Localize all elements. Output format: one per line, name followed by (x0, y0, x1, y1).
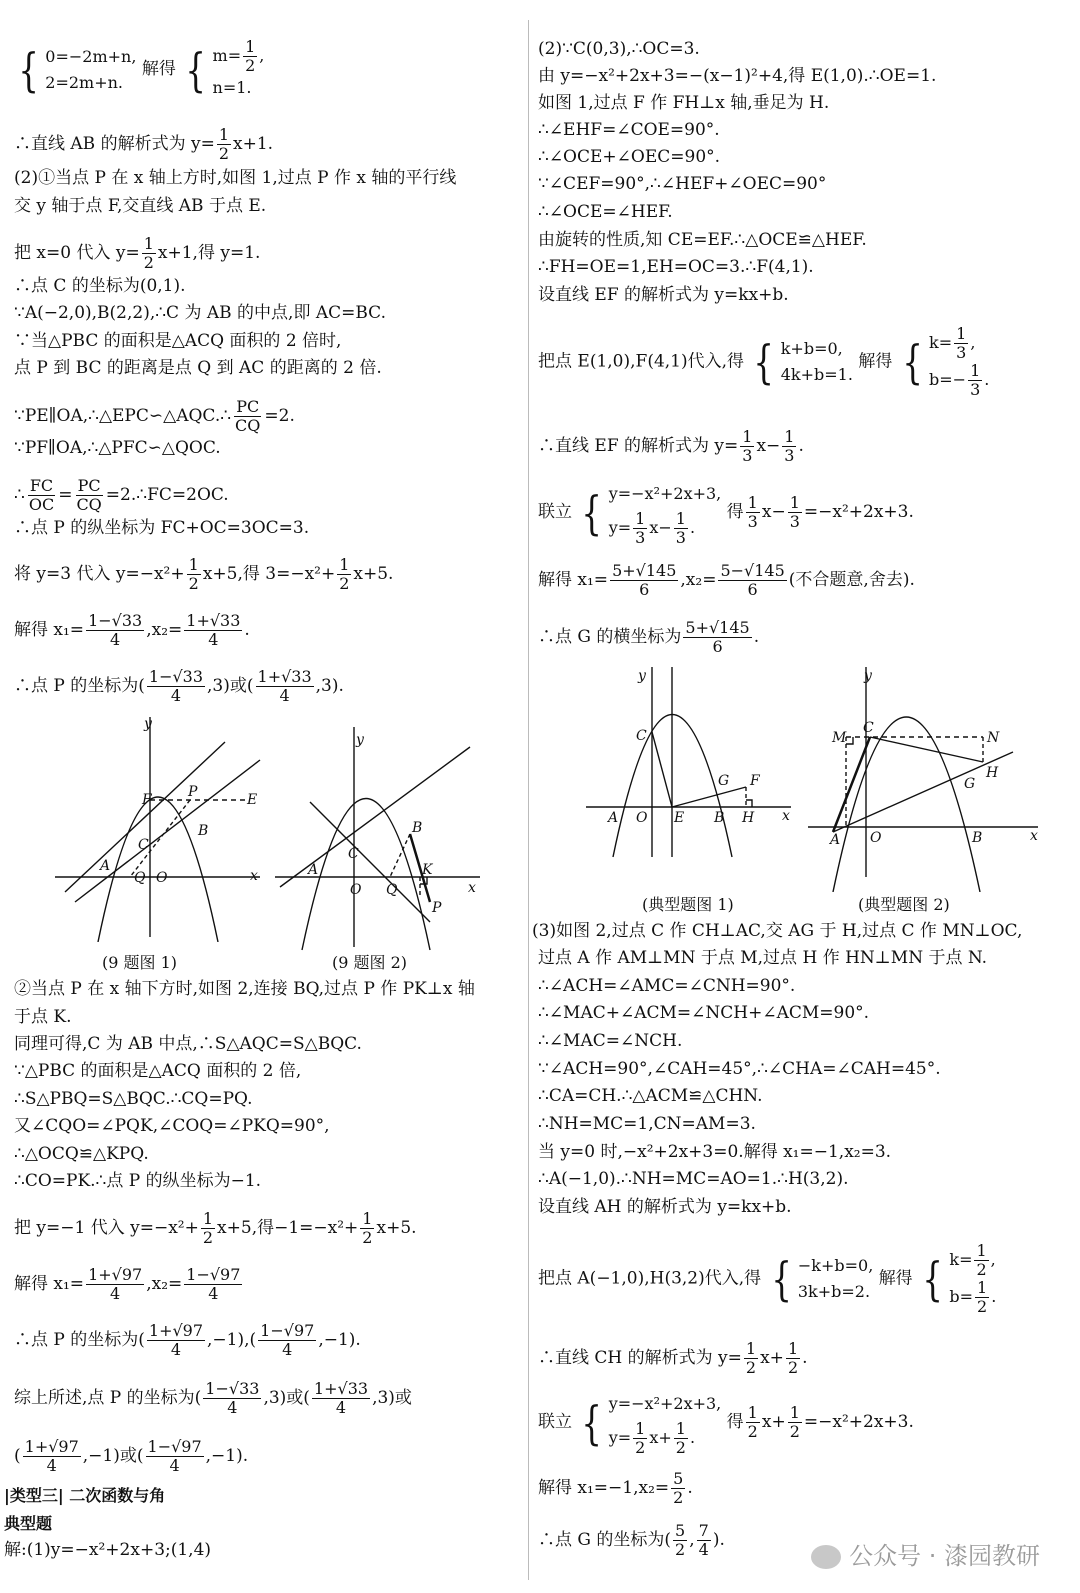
label-e: E (674, 810, 685, 826)
text-line: ( $\frac{1+√97}{4}$ ,−1)或( $\frac{1-√97}{4}$ ,−1). (14, 1437, 249, 1475)
text-line: 点 P 到 BC 的距离是点 Q 到 AC 的距离的 2 倍. (14, 358, 382, 378)
parabola (302, 799, 430, 951)
system-solution-line (14, 38, 264, 101)
text-line: 解得 x₁= $\frac{1-√33}{4}$ ,x₂= $\frac{1+√33}{4}$ . (14, 611, 250, 649)
label-c: C (348, 846, 359, 862)
label-y: y (356, 732, 364, 748)
text-line: ∵PE∥OA,∴△EPC∽△AQC.∴ $\frac{PC}{CQ}$ =2. (14, 397, 295, 435)
text-line: (2)∵C(0,3),∴OC=3. (538, 39, 700, 59)
segment-ch (870, 737, 983, 762)
text-line: ∴点 P 的坐标为( $\frac{1-√33}{4}$ ,3)或( $\frac{1+√33}{4}$ ,3). (14, 667, 344, 705)
watermark-text: 公众号 · 漆园教研 (849, 1542, 1040, 1570)
text-line: 如图 1,过点 F 作 FH⊥x 轴,垂足为 H. (538, 93, 830, 113)
label-x: x (468, 880, 476, 896)
label-m: M (832, 730, 847, 746)
subsection-heading: 典型题 (4, 1514, 53, 1533)
text-line: ∴∠ACH=∠AMC=∠CNH=90°. (538, 976, 796, 996)
label-k: K (422, 862, 433, 878)
text-line: ∴NH=MC=1,CN=AM=3. (538, 1114, 756, 1134)
text-line: 解得 x₁=−1,x₂= $\frac{5}{2}$ . (538, 1469, 693, 1507)
label-y: y (638, 668, 646, 684)
figure-9-1 (50, 712, 270, 942)
label-y: y (864, 668, 872, 684)
column-divider (528, 20, 529, 1580)
eq: n=1. (212, 78, 252, 97)
text-line: 解得 x₁= $\frac{1+√97}{4}$ ,x₂= $\frac{1-√97}{4}$ (14, 1265, 241, 1303)
text-line: ∴直线 AB 的解析式为 y= $\frac{1}{2}$ x+1. (14, 125, 274, 163)
label-c: C (636, 728, 647, 744)
text-line: ∵△PBC 的面积是△ACQ 面积的 2 倍, (14, 1061, 302, 1081)
label-x: x (782, 808, 790, 824)
label-b: B (714, 810, 725, 826)
label-a: A (830, 832, 841, 848)
figure-caption: (9 题图 2) (332, 953, 408, 972)
label-o: O (636, 810, 648, 826)
text-line: 解:(1)y=−x²+2x+3;(1,4) (4, 1540, 212, 1560)
right-angle-mark (746, 800, 752, 807)
label-p: P (432, 900, 442, 916)
label-h: H (986, 765, 999, 781)
text-line: ∴ $\frac{FC}{OC}$ = $\frac{PC}{CQ}$ =2.∴FC=2OC. (14, 476, 229, 514)
typical-figure-1 (586, 662, 806, 892)
label-f: F (142, 792, 152, 808)
text-line: (2)①当点 P 在 x 轴上方时,如图 1,过点 P 作 x 轴的平行线 (14, 168, 457, 188)
label-c: C (138, 837, 149, 853)
substitution-line: 把点 E(1,0),F(4,1)代入,得 { k+b=0, 4k+b=1. 解得 { k= $\frac{1}{3}$ , b=− $\frac{1}{3}$ . (538, 324, 990, 399)
section-heading: |类型三| 二次函数与角 (4, 1486, 166, 1505)
label-a: A (308, 862, 319, 878)
figure-9-2 (270, 722, 490, 952)
eq: 0=−2m+n, (45, 46, 137, 66)
text-line: 当 y=0 时,−x²+2x+3=0.解得 x₁=−1,x₂=3. (538, 1142, 892, 1162)
typical-figure-2 (808, 662, 1043, 892)
text-line: ∴∠EHF=∠COE=90°. (538, 120, 720, 140)
text-line: ∴点 P 的坐标为( $\frac{1+√97}{4}$ ,−1),( $\frac{1-√97}{4}$ ,−1). (14, 1321, 361, 1359)
text-line: ∴点 G 的横坐标为 $\frac{5+√145}{6}$ . (538, 618, 760, 656)
simultaneous-line: 联立 { y=−x²+2x+3, y= $\frac{1}{2}$ x+ $\frac{1}{2}$ . 得 $\frac{1}{2}$ x+ $\frac{1}{2}$ =−x²+2x+3. (538, 1394, 914, 1457)
label-o: O (870, 830, 882, 846)
figure-caption: (典型题图 2) (858, 895, 950, 914)
line-oblique (75, 760, 260, 902)
label-b: B (198, 823, 209, 839)
text-line: ∴点 P 的纵坐标为 FC+OC=3OC=3. (14, 518, 310, 538)
text-line: ∴∠OCE=∠HEF. (538, 202, 673, 222)
text-line: ∴△OCQ≌△KPQ. (14, 1144, 149, 1164)
text-line: (3)如图 2,过点 C 作 CH⊥AC,交 AG 于 H,过点 C 作 MN⊥OC, (532, 921, 1023, 941)
text-line: ∴CO=PK.∴点 P 的纵坐标为−1. (14, 1171, 262, 1191)
text-line: ∴点 G 的坐标为( $\frac{5}{2}$ , $\frac{7}{4}$ ). (538, 1521, 725, 1559)
text-line: 把 x=0 代入 y= $\frac{1}{2}$ x+1,得 y=1. (14, 234, 261, 272)
eq: m= $\frac{1}{2}$ , (212, 37, 265, 75)
text-line: ∵PF∥OA,∴△PFC∽△QOC. (14, 438, 221, 458)
label-o: O (350, 882, 362, 898)
right-angle-mark (846, 737, 853, 744)
text-line: ②当点 P 在 x 轴下方时,如图 2,连接 BQ,过点 P 作 PK⊥x 轴 (14, 979, 475, 999)
label-o: O (156, 870, 168, 886)
solution-system: { m= $\frac{1}{2}$ , n=1. (181, 38, 264, 101)
label-c: C (863, 720, 874, 736)
text-line: 综上所述,点 P 的坐标为( $\frac{1-√33}{4}$ ,3)或( $\frac{1+√33}{4}$ ,3)或 (14, 1379, 412, 1417)
text-line: 交 y 轴于点 F,交直线 AB 于点 E. (14, 196, 267, 216)
text-line: ∴S△PBQ=S△BQC.∴CQ=PQ. (14, 1089, 253, 1109)
text-line: ∴直线 CH 的解析式为 y= $\frac{1}{2}$ x+ $\frac{1}{2}$ . (538, 1339, 808, 1377)
substitution-line: 把点 A(−1,0),H(3,2)代入,得 { −k+b=0, 3k+b=2. 解得 { k= $\frac{1}{2}$ , b= $\frac{1}{2}$ . (538, 1241, 997, 1316)
label-x: x (250, 868, 258, 884)
parabola (833, 717, 983, 892)
label-a: A (100, 858, 111, 874)
label-y: y (144, 716, 152, 732)
label-f: F (750, 773, 760, 789)
text-line: ∴∠OCE+∠OEC=90°. (538, 147, 721, 167)
text: 解得 (141, 59, 176, 79)
label-h: H (742, 810, 755, 826)
text-line: ∴点 C 的坐标为(0,1). (14, 276, 186, 296)
text-line: ∴A(−1,0).∴NH=MC=AO=1.∴H(3,2). (538, 1169, 849, 1189)
label-e: E (247, 792, 258, 808)
label-b: B (972, 830, 983, 846)
equation-system: { 0=−2m+n, 2=2m+n. (18, 42, 137, 97)
text-line: 设直线 EF 的解析式为 y=kx+b. (538, 285, 789, 305)
text-line: 又∠CQO=∠PQK,∠COQ=∠PKQ=90°, (14, 1116, 330, 1136)
text-line: 将 y=3 代入 y=−x²+ $\frac{1}{2}$ x+5,得 3=−x²+ $\frac{1}{2}$ x+5. (14, 555, 394, 593)
text-line: ∵∠CEF=90°,∴∠HEF+∠OEC=90° (538, 174, 827, 194)
segment-ef (672, 787, 746, 807)
label-n: N (987, 730, 1000, 746)
label-g: G (718, 773, 730, 789)
text-line: 于点 K. (14, 1007, 72, 1027)
label-p: P (188, 784, 198, 800)
label-q: Q (386, 882, 398, 898)
text-line: 把 y=−1 代入 y=−x²+ $\frac{1}{2}$ x+5,得−1=−x²+ $\frac{1}{2}$ x+5. (14, 1209, 417, 1247)
label-q: Q (134, 870, 146, 886)
figure-caption: (典型题图 1) (642, 895, 734, 914)
text-line: 解得 x₁= $\frac{5+√145}{6}$ ,x₂= $\frac{5-√145}{6}$ (不合题意,舍去). (538, 561, 915, 599)
text-line: ∴∠MAC=∠NCH. (538, 1031, 683, 1051)
text-line: ∴直线 EF 的解析式为 y= $\frac{1}{3}$ x− $\frac{1}{3}$ . (538, 427, 804, 465)
label-b: B (412, 820, 423, 836)
text-line: ∵当△PBC 的面积是△ACQ 面积的 2 倍时, (14, 331, 342, 351)
text-line: 过点 A 作 AM⊥MN 于点 M,过点 H 作 HN⊥MN 于点 N. (538, 948, 988, 968)
text-line: 由旋转的性质,知 CE=EF.∴△OCE≌△HEF. (538, 230, 867, 250)
text-line: 由 y=−x²+2x+3=−(x−1)²+4,得 E(1,0).∴OE=1. (538, 66, 937, 86)
eq: 2=2m+n. (45, 72, 124, 92)
simultaneous-line: 联立 { y=−x²+2x+3, y= $\frac{1}{3}$ x− $\frac{1}{3}$ . 得 $\frac{1}{3}$ x− $\frac{1}{3}$ =−x²+2x+3. (538, 484, 914, 547)
label-a: A (608, 810, 619, 826)
text-line: 同理可得,C 为 AB 中点,∴S△AQC=S△BQC. (14, 1034, 362, 1054)
watermark (811, 1536, 1040, 1571)
text-line: 设直线 AH 的解析式为 y=kx+b. (538, 1197, 792, 1217)
wechat-icon (811, 1545, 841, 1569)
text-line: ∵A(−2,0),B(2,2),∴C 为 AB 的中点,即 AC=BC. (14, 303, 386, 323)
text-line: ∴FH=OE=1,EH=OC=3.∴F(4,1). (538, 257, 814, 277)
label-g: G (964, 776, 976, 792)
figure-caption: (9 题图 1) (102, 953, 178, 972)
segment-ce (652, 732, 672, 807)
text-line: ∴CA=CH.∴△ACM≌△CHN. (538, 1086, 763, 1106)
text-line: ∵∠ACH=90°,∠CAH=45°,∴∠CHA=∠CAH=45°. (538, 1059, 941, 1079)
text-line: ∴∠MAC+∠ACM=∠NCH+∠ACM=90°. (538, 1003, 870, 1023)
label-x: x (1030, 828, 1038, 844)
